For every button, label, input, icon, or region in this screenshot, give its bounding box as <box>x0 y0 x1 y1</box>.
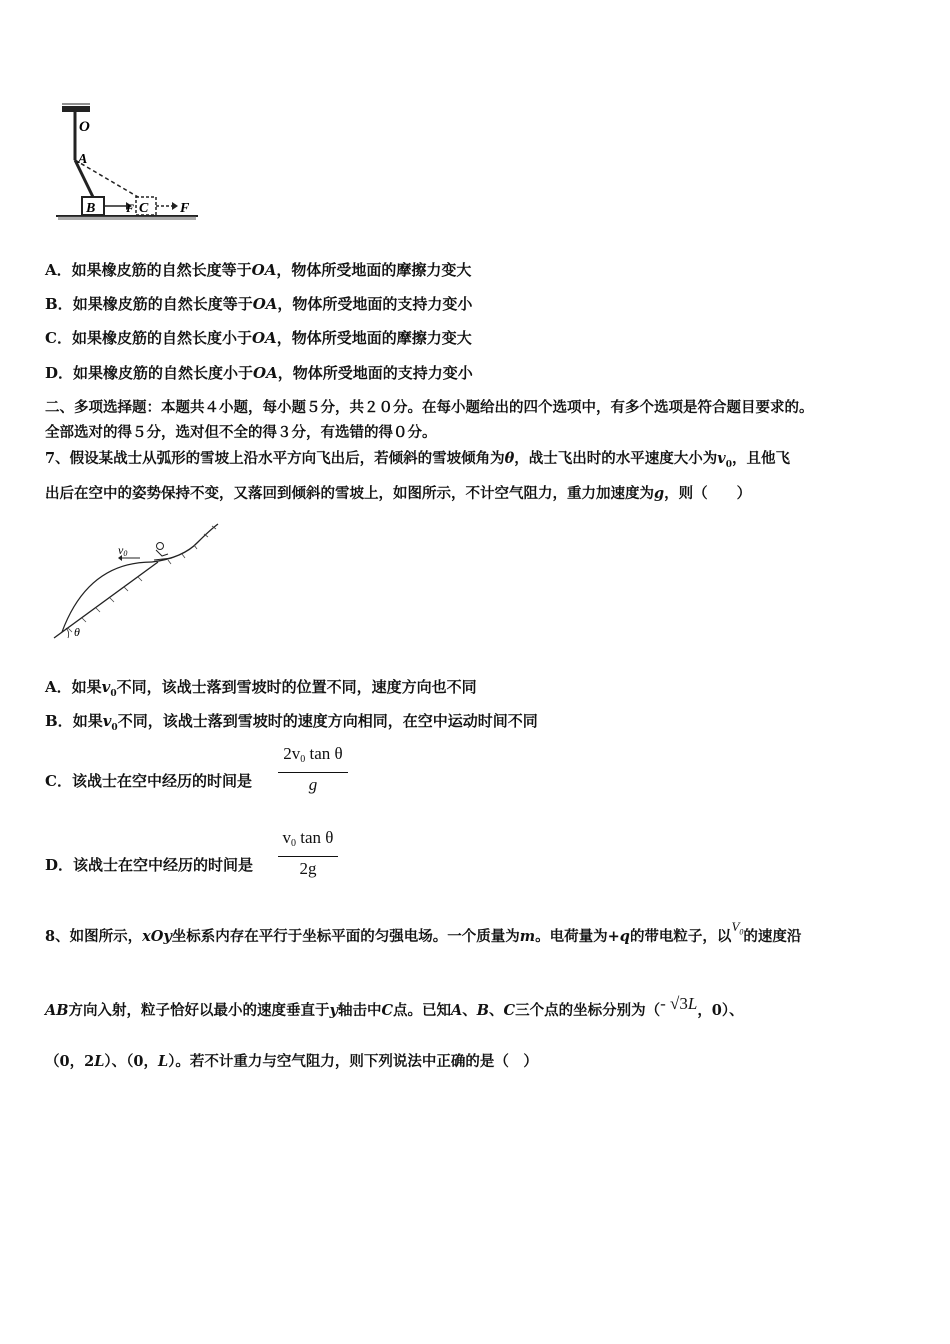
q7-text: ，且他飞 <box>731 450 790 467</box>
q8-text: 三个点的坐标分别为（ <box>515 1002 661 1019</box>
q7-text: 7、假设某战士从弧形的雪坡上沿水平方向飞出后，若倾斜的雪坡倾角为 <box>45 450 505 467</box>
q8-line2 <box>45 994 744 1021</box>
q8-text: 。电荷量为 <box>535 928 608 945</box>
option-sub: 0 <box>110 689 117 699</box>
option-letter: D． <box>45 856 74 874</box>
fraction-denominator: 2g <box>299 859 317 878</box>
label-f-small: F <box>126 201 135 215</box>
fraction-c <box>278 744 348 795</box>
label-f: F <box>180 201 190 216</box>
option-letter: B． <box>45 712 73 730</box>
option-letter: B． <box>45 295 73 313</box>
option-var: OA <box>253 364 278 382</box>
q7-g: g <box>654 485 665 502</box>
q8-text: ）。若不计重力与空气阻力，则下列说法中正确的是（ ） <box>168 1053 538 1070</box>
fraction-d <box>278 828 338 879</box>
q6-option-a <box>45 260 471 280</box>
option-text: ，物体所受地面的摩擦力变大 <box>276 329 472 347</box>
label-o: O <box>79 119 90 135</box>
q8-l: L <box>157 1053 169 1070</box>
q7-text: ，则（ ） <box>664 485 752 502</box>
q8-y: y <box>329 1002 338 1019</box>
option-var: v <box>102 712 112 730</box>
q8-text: 方向入射，粒子恰好以最小的速度垂直于 <box>68 1002 330 1019</box>
option-var: OA <box>252 295 278 313</box>
q8-a: A <box>451 1002 463 1019</box>
q8-line1 <box>45 919 802 953</box>
figure-rubber-band <box>48 100 208 228</box>
ground-hatch <box>58 217 196 219</box>
option-letter: A． <box>45 678 72 696</box>
option-var: OA <box>251 261 277 279</box>
q7-option-b <box>45 711 538 738</box>
q7-option-d <box>45 855 253 875</box>
figure-ski-slope <box>48 520 228 645</box>
option-var: OA <box>251 329 277 347</box>
q8-text: 坐标系内存在平行于坐标平面的匀强电场。一个质量为 <box>171 928 520 945</box>
q8-sep: 、 <box>462 1002 477 1019</box>
q8-line3 <box>45 1052 538 1072</box>
q8-m: m <box>519 928 536 945</box>
option-text: 该战士在空中经历的时间是 <box>73 856 254 874</box>
q8-text: ）、（0， <box>104 1053 158 1070</box>
q7-option-c <box>45 771 252 791</box>
label-theta: θ <box>74 625 80 639</box>
option-letter: C． <box>45 772 72 790</box>
q6-option-b <box>45 294 472 314</box>
q8-text: ，0）、 <box>697 1002 744 1019</box>
option-var: v <box>101 678 111 696</box>
q8-q: +q <box>607 928 630 945</box>
option-letter: D． <box>45 364 74 382</box>
q8-xoy: xOy <box>142 928 172 945</box>
label-v0: v0 <box>118 543 128 558</box>
option-letter: C． <box>45 329 72 347</box>
q7-v0: v <box>717 450 726 467</box>
q7-line1 <box>45 449 790 475</box>
section2-line2: 全部选对的得５分，选对但不全的得３分，有选错的得０分。 <box>45 424 437 441</box>
option-sub: 0 <box>111 723 118 733</box>
q8-ab: AB <box>45 1002 69 1019</box>
option-text: ，物体所受地面的支持力变小 <box>277 295 473 313</box>
q6-option-d <box>45 363 473 383</box>
q8-text: 8、如图所示， <box>45 928 143 945</box>
fraction-denominator: g <box>308 775 318 794</box>
q8-b: B <box>476 1002 490 1019</box>
q8-text: 点。已知 <box>393 1002 451 1019</box>
q8-text: （0，2 <box>45 1053 95 1070</box>
option-text: 如果橡皮筋的自然长度小于 <box>71 329 252 347</box>
q8-text: 轴击中 <box>337 1002 382 1019</box>
q8-sep: 、 <box>489 1002 504 1019</box>
option-text: 如果橡皮筋的自然长度等于 <box>72 295 253 313</box>
fraction-numerator: $2v_0$ tan θ <box>283 744 343 765</box>
q8-sqrt-expression: - √3L <box>660 994 698 1013</box>
q6-option-c <box>45 328 472 348</box>
q8-v0: $V_0$ <box>731 919 744 937</box>
q8-text: 的速度沿 <box>743 928 802 945</box>
section2-line1: 二、多项选择题：本题共４小题，每小题５分，共２０分。在每小题给出的四个选项中，有多个选项是符合题目要求的。 <box>45 399 814 416</box>
q7-option-a <box>45 677 477 704</box>
option-text: 如果橡皮筋的自然长度小于 <box>73 364 254 382</box>
q7-text: ，战士飞出时的水平速度大小为 <box>514 450 718 467</box>
label-b: B <box>86 201 96 216</box>
option-text: 不同，该战士落到雪坡时的位置不同，速度方向也不同 <box>116 678 477 696</box>
q8-text: 的带电粒子，以 <box>629 928 732 945</box>
option-text: 不同，该战士落到雪坡时的速度方向相同，在空中运动时间不同 <box>117 712 538 730</box>
option-text: 如果 <box>72 712 103 730</box>
q8-c: C <box>381 1002 393 1019</box>
q7-line2 <box>45 484 751 504</box>
option-text: ，物体所受地面的摩擦力变大 <box>276 261 472 279</box>
label-a: A <box>78 152 88 167</box>
q7-text: 出后在空中的姿势保持不变，又落回到倾斜的雪坡上，如图所示，不计空气阻力，重力加速度为 <box>45 485 654 502</box>
option-text: 如果 <box>71 678 102 696</box>
label-c: C <box>139 201 149 216</box>
option-text: 如果橡皮筋的自然长度等于 <box>71 261 252 279</box>
q8-l: L <box>94 1053 105 1070</box>
q8-c2: C <box>503 1002 516 1019</box>
option-letter: A． <box>45 261 72 279</box>
slope-hatch <box>68 577 142 632</box>
q7-v0-sub: 0 <box>725 459 732 470</box>
option-text: ，物体所受地面的支持力变小 <box>277 364 473 382</box>
fraction-numerator: $v_0$ tan θ <box>282 828 334 849</box>
ceiling-bar <box>62 106 90 112</box>
skier-icon <box>154 543 172 561</box>
option-text: 该战士在空中经历的时间是 <box>71 772 252 790</box>
q7-theta: θ <box>504 450 515 467</box>
